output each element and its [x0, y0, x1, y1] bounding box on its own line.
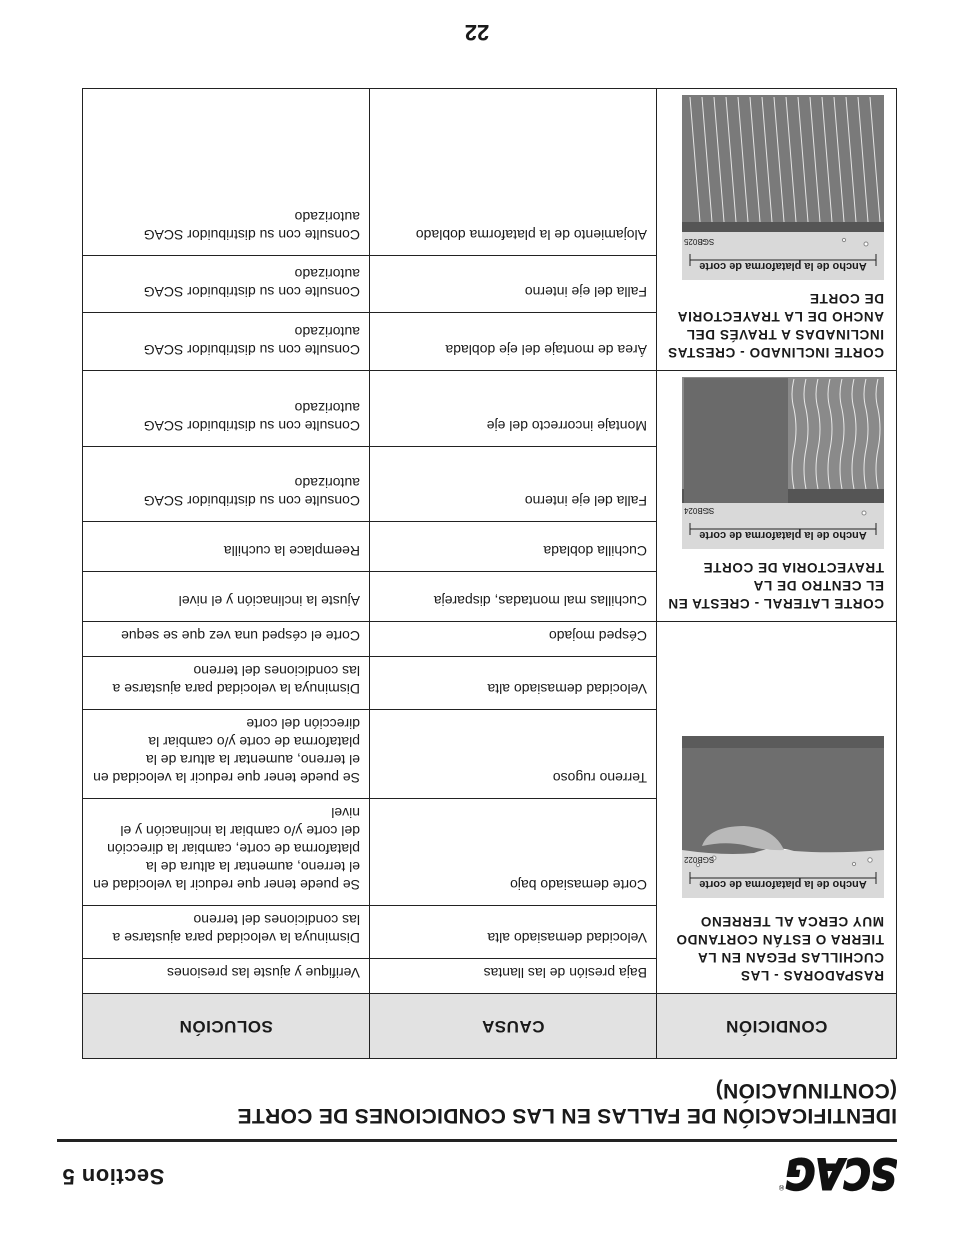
cause-cell: Falla del eje interno: [370, 446, 657, 522]
solution-cell: Consulte con su distribuidor SCAG autorizado: [83, 256, 370, 314]
scalping-illustration: [682, 733, 884, 898]
svg-text:SCAG: SCAG: [785, 1153, 897, 1195]
condition-title: CORTE INCLINADO - CRESTAS INCLINADAS A TRAVÉS DEL ANCHO DE LA TRAYECTORIA DE CORTE: [667, 291, 884, 360]
solution-cell: Disminuya la velocidad para ajustarse a las condiciones del terreno: [83, 906, 370, 959]
figure-code: SGB024: [684, 506, 715, 515]
scag-logo: [779, 1148, 897, 1195]
figure-label: Ancho de la plataforma de corte: [699, 260, 867, 272]
solution-cell: Verifique y ajuste las presiones: [83, 959, 370, 994]
condition-cell: [657, 622, 897, 994]
figure-label: Ancho de la plataforma de corte: [699, 529, 867, 541]
condition-title: RASPADORAS - LAS CUCHILLAS PEGAN EN LA TIERRA O ESTÁN CORTANDO MUY CERCA AL TERRENO: [675, 914, 884, 983]
header-rule: [57, 1139, 897, 1142]
cause-cell: Césped mojado: [370, 622, 657, 657]
cause-cell: Terreno rugoso: [370, 710, 657, 799]
column-header-condition: CONDICIÓN: [657, 994, 897, 1059]
solution-cell: Disminuya la velocidad para ajustarse a las condiciones del terreno: [83, 657, 370, 710]
table-row: [83, 313, 897, 371]
solution-cell: Consulte con su distribuidor SCAG autorizado: [83, 313, 370, 371]
solution-cell: Consulte con su distribuidor SCAG autorizado: [83, 446, 370, 522]
cause-cell: Alojamiento de la plataforma doblado: [370, 89, 657, 256]
table-header-row: [83, 994, 897, 1059]
solution-cell: Corte el césped una vez que se seque: [83, 622, 370, 657]
solution-cell: Se puede tener que reducir la velocidad en el terreno, aumentar la altura de la plataforma de corte, cambiar la dirección del corte y/o cambiar la inclinación y el nivel: [83, 799, 370, 906]
table-row: [83, 959, 897, 994]
cause-cell: Falla del eje interno: [370, 256, 657, 314]
solution-cell: Reemplace la cuchilla: [83, 522, 370, 572]
cause-cell: Velocidad demasiado alta: [370, 657, 657, 710]
condition-cell: [657, 89, 897, 371]
scag-logo-mark: [779, 1153, 897, 1195]
column-header-cause: CAUSA: [370, 994, 657, 1059]
page-title: IDENTIFICACIÓN DE FALLAS EN LAS CONDICIONES DE CORTE (CONTINUACIÓN): [237, 1079, 897, 1127]
cause-cell: Baja presión de las llantas: [370, 959, 657, 994]
slanted-ridges-illustration: [682, 95, 884, 280]
center-ridge-illustration: [682, 377, 884, 549]
cause-cell: Cuchilla doblada: [370, 522, 657, 572]
column-header-solution: SOLUCIÓN: [83, 994, 370, 1059]
svg-text:®: [779, 1183, 785, 1191]
section-label: Section 5: [62, 1164, 165, 1189]
solution-cell: Se puede tener que reducir la velocidad en el terreno, aumentar la altura de la plataforma de corte y/o cambiar la dirección del corte: [83, 710, 370, 799]
figure-code: SGB022: [684, 855, 715, 864]
condition-cell: [657, 371, 897, 622]
cause-cell: Montaje incorrecto del eje: [370, 371, 657, 447]
troubleshooting-table: [82, 88, 897, 1059]
solution-cell: Consulte con su distribuidor SCAG autorizado: [83, 371, 370, 447]
cause-cell: Área de montaje del eje doblada: [370, 313, 657, 371]
table-row: [83, 572, 897, 622]
solution-cell: Consulte con su distribuidor SCAG autorizado: [83, 89, 370, 256]
solution-cell: Ajuste la inclinación y el nivel: [83, 572, 370, 622]
figure-code: SGB025: [684, 237, 715, 246]
page-number: 22: [464, 20, 490, 45]
cause-cell: Velocidad demasiado alta: [370, 906, 657, 959]
cause-cell: Cuchillas mal montadas, dispareja: [370, 572, 657, 622]
figure-label: Ancho de la plataforma de corte: [699, 878, 867, 890]
condition-title: CORTE LATERAL - CRESTA EN EL CENTRO DE LA TRAYECTORIA DE CORTE: [667, 560, 884, 611]
cause-cell: Corte demasiado bajo: [370, 799, 657, 906]
